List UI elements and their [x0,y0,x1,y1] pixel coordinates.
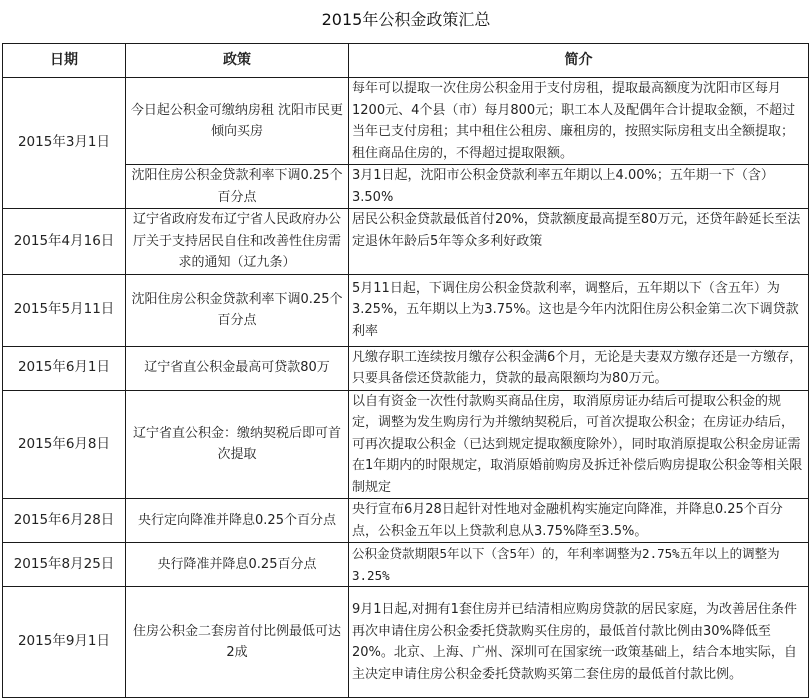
policy-cell: 央行降准并降息0.25百分点 [126,543,349,587]
policy-cell: 住房公积金二套房首付比例最低可达2成 [126,587,349,698]
date-cell: 2015年6月1日 [3,346,126,390]
summary-cell: 9月1日起,对拥有1套住房并已结清相应购房贷款的居民家庭，为改善居住条件再次申请住房公积金委托贷款购买住房的，最低首付款比例由30%降低至20%。北京、上海、广州、深圳可在国家统一政策基础上，结合本地实际，自主决定申请住房公积金委托贷款购买第二套住房的最低首付款比例。 [349,587,809,698]
date-cell: 2015年6月8日 [3,390,126,499]
header-row [3,44,809,78]
policy-summary-table [2,43,809,698]
table-row [3,587,809,698]
header-policy: 政策 [126,44,349,78]
table-row [3,543,809,587]
date-cell: 2015年4月16日 [3,209,126,275]
table-row [3,390,809,499]
summary-cell: 凡缴存职工连续按月缴存公积金满6个月，无论是夫妻双方缴存还是一方缴存，只要具备偿还贷款能力，贷款的最高限额均为80万元。 [349,346,809,390]
summary-cell: 以自有资金一次性付款购买商品住房，取消原房证办结后可提取公积金的规定，调整为发生购房行为并缴纳契税后，可首次提取公积金；在房证办结后，可再次提取公积金（已达到规定提取额度除外），同时取消原提取公积金房证需在1年期内的时限规定，取消原婚前购房及拆迁补偿后购房提取公积金等相关限制规定 [349,390,809,499]
table-title: 2015年公积金政策汇总 [321,10,491,29]
policy-cell: 沈阳住房公积金贷款利率下调0.25个百分点 [126,165,349,209]
table-row [3,274,809,346]
table-row [3,346,809,390]
table-row [3,499,809,543]
table-row [3,209,809,275]
date-cell: 2015年8月25日 [3,543,126,587]
table-row [3,78,809,165]
summary-cell: 公积金贷款期限5年以下（含5年）的，年利率调整为2.75%五年以上的调整为3.25% [349,543,809,587]
summary-cell: 5月11日起，下调住房公积金贷款利率，调整后，五年期以下（含五年）为3.25%，五年期以上为3.75%。这也是今年内沈阳住房公积金第二次下调贷款利率 [349,274,809,346]
summary-cell: 央行宣布6月28日起针对性地对金融机构实施定向降准，并降息0.25个百分点，公积金五年以上贷款利息从3.75%降至3.5%。 [349,499,809,543]
header-summary: 简介 [349,44,809,78]
summary-cell: 每年可以提取一次住房公积金用于支付房租，提取最高额度为沈阳市区每月1200元、4个县（市）每月800元；职工本人及配偶年合计提取金额，不超过当年已支付房租；其中租住公租房、廉租房的，按照实际房租支出全额提取；租住商品住房的，不得超过提取限额。 [349,78,809,165]
date-cell: 2015年3月1日 [3,78,126,209]
policy-cell: 今日起公积金可缴纳房租 沈阳市民更倾向买房 [126,78,349,165]
policy-cell: 央行定向降准并降息0.25个百分点 [126,499,349,543]
date-cell: 2015年6月28日 [3,499,126,543]
date-cell: 2015年5月11日 [3,274,126,346]
policy-cell: 辽宁省政府发布辽宁省人民政府办公厅关于支持居民自住和改善性住房需求的通知（辽九条） [126,209,349,275]
summary-cell: 居民公积金贷款最低首付20%，贷款额度最高提至80万元，还贷年龄延长至法定退休年龄后5年等众多利好政策 [349,209,809,275]
summary-cell: 3月1日起，沈阳市公积金贷款利率五年期以上4.00%；五年期一下（含）3.50% [349,165,809,209]
policy-cell: 辽宁省直公积金：缴纳契税后即可首次提取 [126,390,349,499]
policy-cell: 沈阳住房公积金贷款利率下调0.25个百分点 [126,274,349,346]
date-cell: 2015年9月1日 [3,587,126,698]
policy-cell: 辽宁省直公积金最高可贷款80万 [126,346,349,390]
header-date: 日期 [3,44,126,78]
